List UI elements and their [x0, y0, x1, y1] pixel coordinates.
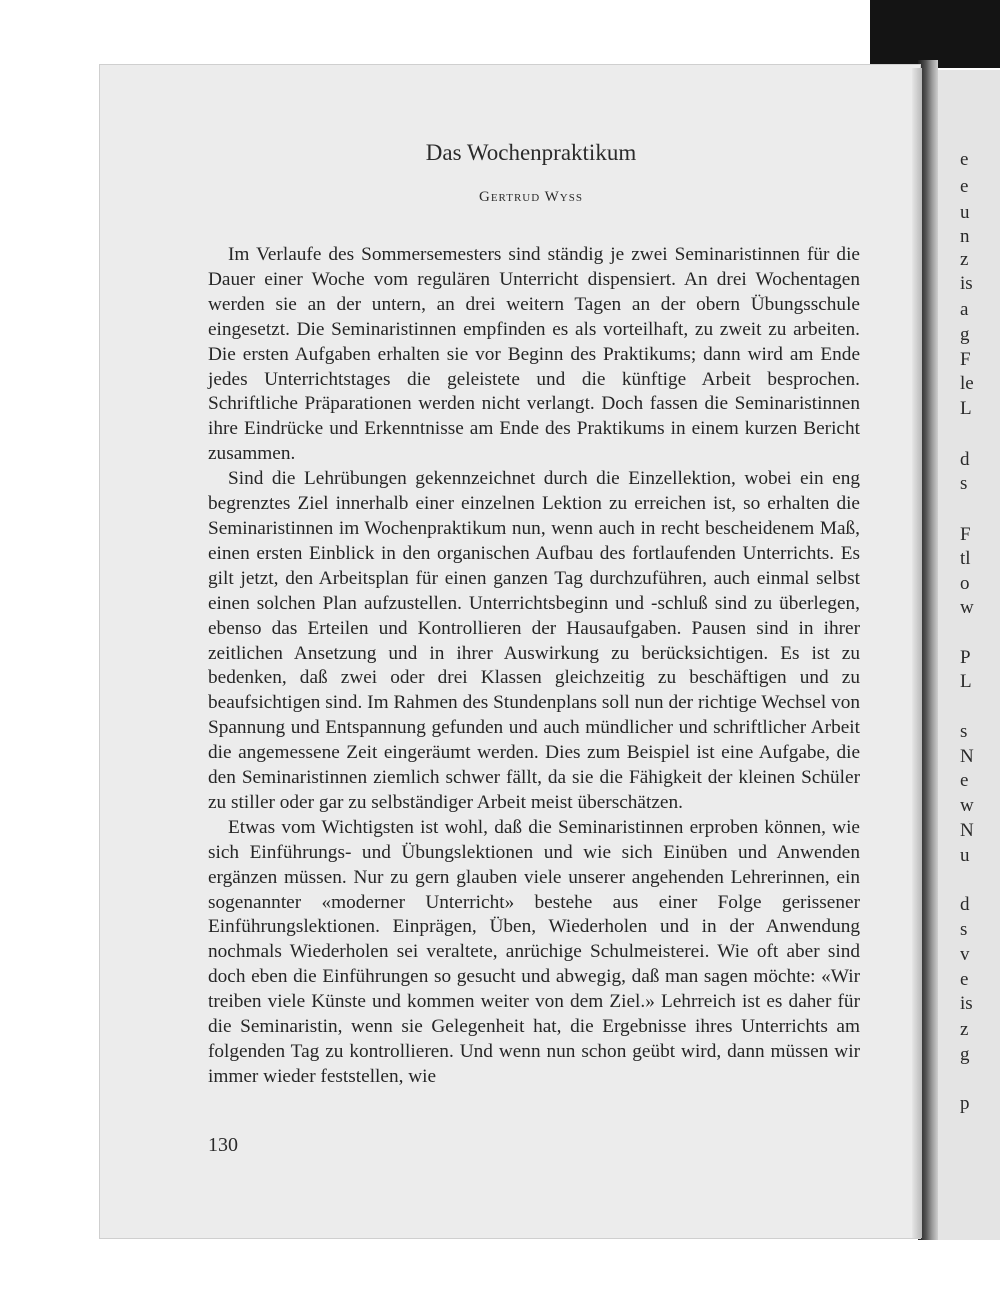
right-page-glyph: s: [960, 721, 968, 742]
right-page-glyph: d: [960, 894, 970, 915]
right-page-glyph: e: [960, 176, 969, 197]
right-page-glyph: u: [960, 845, 970, 866]
right-page-glyph: v: [960, 944, 970, 965]
right-page-glyph: N: [960, 820, 974, 841]
paragraph: Sind die Lehrübungen gekennzeichnet durch die Einzellektion, wobei ein eng begrenztes Ziel innerhalb einer einzelnen Lektion zu erreichen ist, so erhalten die Seminaristinnen im Wochenpraktikum nun, wenn auch in recht bescheidenem Maß, einen ersten Einblick in den organischen Aufbau des fortlaufenden Unterrichts. Es gilt jetzt, den Arbeitsplan für einen ganzen Tag durchzuführen, auch einmal selbst einen solchen Plan aufzustellen. Unterrichtsbeginn und -schluß sind zu überlegen, ebenso das Erteilen und Kontrollieren der Hausaufgaben. Pausen sind in ihrer zeitlichen Ansetzung und in ihrer Auswirkung zu berücksichtigen. Es ist zu bedenken, daß zwei oder drei Klassen gleichzeitig zu beschäftigen und zu beaufsichtigen sind. Im Rahmen des Stundenplans soll nun der richtige Wechsel von Spannung und Entspannung gefunden und auch mündlicher und schriftlicher Arbeit die angemessene Zeit eingeräumt werden. Dies zum Beispiel ist eine Aufgabe, die den Seminaristinnen ziemlich schwer fällt, da sie die Fähigkeit der kleinen Schüler zu stiller oder gar zu selbständiger Arbeit meist überschätzen.: [208, 468, 860, 813]
right-page-glyph: a: [960, 299, 969, 320]
right-page-fragment: [938, 70, 1000, 1240]
right-page-glyph: L: [960, 398, 972, 419]
right-page-glyph: n: [960, 226, 970, 247]
right-page-glyph: e: [960, 770, 969, 791]
right-page-glyph: is: [960, 993, 973, 1014]
right-page-glyph: g: [960, 1044, 970, 1065]
right-page-glyph: le: [960, 373, 974, 394]
right-page-glyph: F: [960, 524, 971, 545]
scanner-shadow: [870, 0, 1000, 68]
paragraph: Im Verlaufe des Sommersemesters sind ständig je zwei Seminaristinnen für die Dauer einer Woche vom regulären Unterricht dispensiert. An drei Wochentagen werden sie an der untern, an drei weitern Tagen an der obern Übungsschule eingesetzt. Die Seminaristinnen empfinden es als vorteilhaft, zu zweit zu arbeiten. Die ersten Aufgaben erhalten sie vor Beginn des Praktikums; dann wird am Ende jedes Unterrichtstages die geleistete und die künftige Arbeit besprochen. Schriftliche Präparationen werden nicht verlangt. Doch fassen die Seminaristinnen ihre Eindrücke und Erkenntnisse am Ende des Praktikums in einem kurzen Bericht zusammen.: [208, 244, 860, 465]
right-page-glyph: P: [960, 647, 971, 668]
right-page-glyph: s: [960, 919, 968, 940]
right-page-glyph: d: [960, 449, 970, 470]
right-page-glyph: w: [960, 597, 974, 618]
paragraph: Etwas vom Wichtigsten ist wohl, daß die Seminaristinnen erproben können, wie sich Einführungs- und Übungslektionen und wie sich Einüben und Anwenden ergänzen müssen. Nur zu gern glauben viele unserer angehenden Lehrerinnen, ein sogenannter «moderner Unterricht» bestehe aus einer Folge gerissener Einführungslektionen. Einprägen, Üben, Wiederholen und in der Anwendung nochmals Wiederholen sei veraltete, anrüchige Schulmeisterei. Wie oft aber sind doch eben die Einführungen so gesucht und abwegig, daß man sagen möchte: «Wir treiben viele Künste und kommen weiter von dem Ziel.» Lehrreich ist es daher für die Seminaristin, wenn sie Gelegenheit hat, die Ergebnisse ihres Unterrichts am folgenden Tag zu kontrollieren. Und wenn nun schon geübt wird, dann müssen wir immer wieder feststellen, wie: [208, 816, 860, 1087]
article-body: [208, 243, 860, 1090]
right-page-glyph: z: [960, 1019, 969, 1040]
right-page-glyph: L: [960, 671, 972, 692]
right-page-glyph: z: [960, 249, 969, 270]
page-edge: [912, 68, 922, 1238]
right-page-glyph: p: [960, 1093, 970, 1114]
right-page-glyph: g: [960, 324, 970, 345]
article-author: Gertrud Wyss: [479, 189, 583, 205]
right-page-glyph: F: [960, 349, 971, 370]
right-page-glyph: N: [960, 746, 974, 767]
article-title: Das Wochenpraktikum: [425, 140, 637, 165]
right-page-glyph: o: [960, 573, 970, 594]
right-page-glyph: e: [960, 149, 969, 170]
right-page-glyph: w: [960, 795, 974, 816]
right-page-glyph: s: [960, 473, 968, 494]
right-page-glyph: e: [960, 969, 969, 990]
page-number: 130: [208, 1134, 238, 1156]
right-page-glyph: is: [960, 273, 973, 294]
right-page-glyph: tl: [960, 548, 971, 569]
right-page-glyph: u: [960, 202, 970, 223]
